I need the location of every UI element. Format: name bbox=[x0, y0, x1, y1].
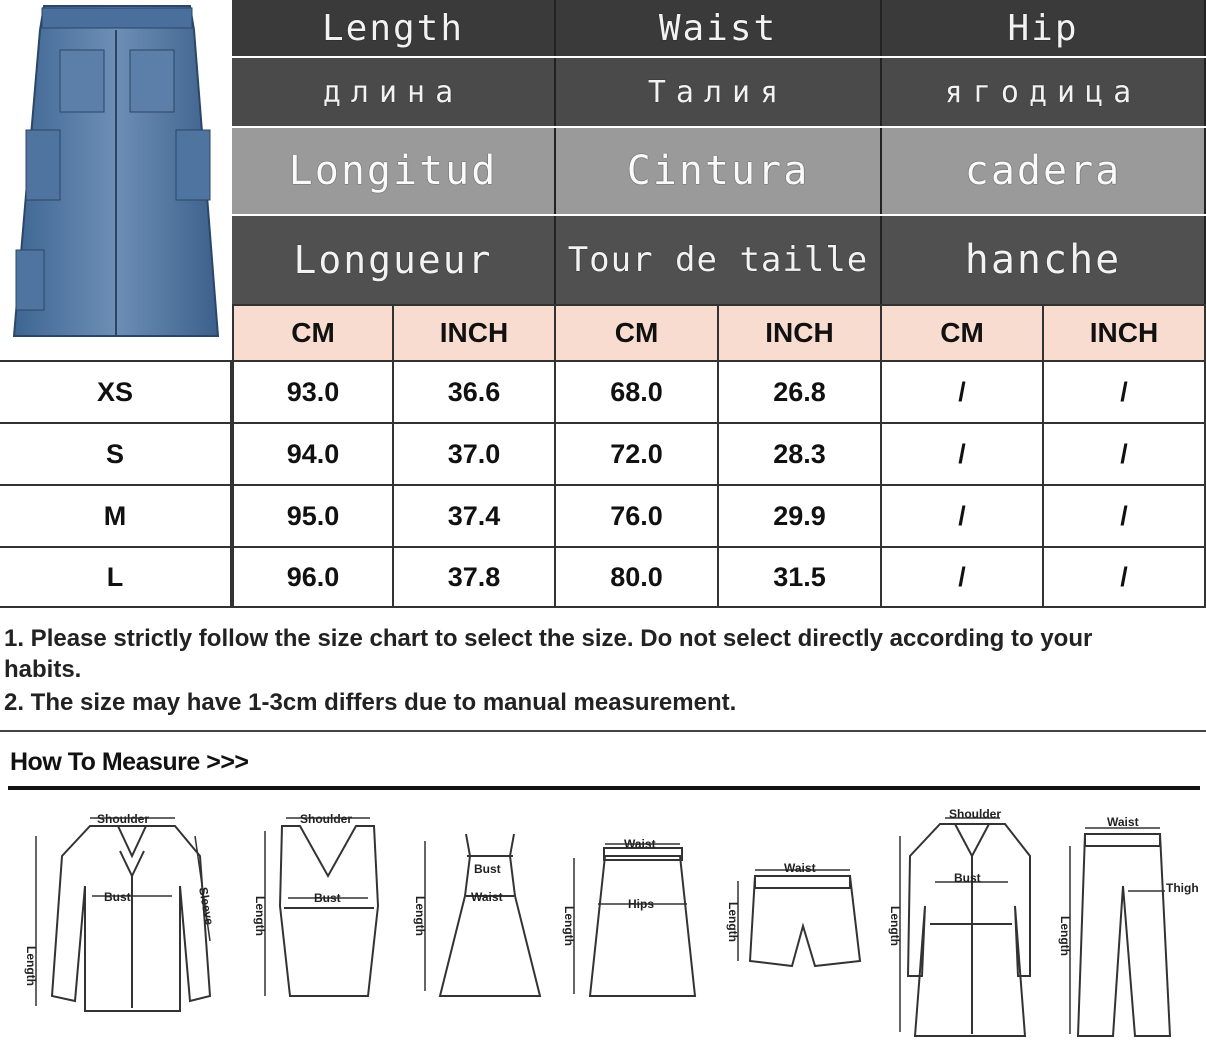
unit-hip-cm: CM bbox=[882, 304, 1044, 362]
measure-divider bbox=[8, 786, 1200, 790]
label-waist: Waist bbox=[624, 837, 656, 851]
label-length: Length bbox=[253, 896, 267, 936]
note-line-2: 2. The size may have 1-3cm differs due to manual measurement. bbox=[4, 689, 737, 716]
dress-diagram bbox=[413, 834, 540, 996]
skirt-diagram bbox=[562, 837, 695, 996]
size-label: M bbox=[0, 486, 232, 546]
label-hips: Hips bbox=[628, 897, 655, 911]
label-length: Length bbox=[1058, 916, 1072, 956]
table-cell: 68.0 bbox=[556, 362, 719, 422]
measurement-diagrams bbox=[0, 796, 1206, 1051]
size-label: XS bbox=[0, 362, 232, 422]
table-cell: / bbox=[1044, 362, 1206, 422]
size-label: S bbox=[0, 424, 232, 484]
table-cell: 37.8 bbox=[394, 548, 556, 606]
label-bust: Bust bbox=[314, 891, 341, 905]
label-length: Length bbox=[888, 906, 902, 946]
table-cell: 76.0 bbox=[556, 486, 719, 546]
table-cell: / bbox=[882, 486, 1044, 546]
label-length: Length bbox=[726, 902, 740, 942]
table-cell: 28.3 bbox=[719, 424, 882, 484]
label-shoulder: Shoulder bbox=[97, 812, 150, 826]
label-bust: Bust bbox=[954, 871, 981, 885]
unit-length-inch: INCH bbox=[394, 304, 556, 362]
label-shoulder: Shoulder bbox=[949, 807, 1002, 821]
section-divider bbox=[0, 730, 1206, 732]
label-bust: Bust bbox=[104, 890, 131, 904]
tank-diagram bbox=[253, 812, 378, 996]
row-divider bbox=[0, 606, 1206, 608]
header-waist-fr: Tour de taille bbox=[556, 216, 882, 304]
label-bust: Bust bbox=[474, 862, 501, 876]
table-cell: 93.0 bbox=[232, 362, 394, 422]
table-cell: 72.0 bbox=[556, 424, 719, 484]
table-cell: 94.0 bbox=[232, 424, 394, 484]
label-length: Length bbox=[562, 906, 576, 946]
table-cell: 36.6 bbox=[394, 362, 556, 422]
header-length-ru: длина bbox=[232, 58, 556, 126]
table-cell: 26.8 bbox=[719, 362, 882, 422]
jeans-diagram bbox=[1058, 815, 1199, 1036]
header-length: Length bbox=[232, 0, 556, 56]
header-length-fr: Longueur bbox=[232, 216, 556, 304]
unit-waist-inch: INCH bbox=[719, 304, 882, 362]
table-cell: / bbox=[1044, 486, 1206, 546]
header-waist-ru: Талия bbox=[556, 58, 882, 126]
coat-diagram bbox=[888, 807, 1030, 1036]
unit-waist-cm: CM bbox=[556, 304, 719, 362]
label-waist: Waist bbox=[784, 861, 816, 875]
header-waist: Waist bbox=[556, 0, 882, 56]
label-waist: Waist bbox=[1107, 815, 1139, 829]
label-thigh: Thigh bbox=[1166, 881, 1199, 895]
header-hip-fr: hanche bbox=[882, 216, 1206, 304]
header-hip: Hip bbox=[882, 0, 1206, 56]
table-cell: 95.0 bbox=[232, 486, 394, 546]
how-to-measure-title: How To Measure >>> bbox=[10, 748, 249, 776]
table-cell: / bbox=[882, 548, 1044, 606]
unit-length-cm: CM bbox=[232, 304, 394, 362]
skirt-product-image bbox=[0, 0, 232, 360]
table-cell: / bbox=[1044, 548, 1206, 606]
label-shoulder: Shoulder bbox=[300, 812, 353, 826]
label-length: Length bbox=[24, 946, 38, 986]
shorts-diagram bbox=[726, 861, 860, 966]
table-cell: / bbox=[882, 424, 1044, 484]
header-hip-ru: ягодица bbox=[882, 58, 1206, 126]
note-line-1: 1. Please strictly follow the size chart to select the size. Do not select directly according to your bbox=[4, 625, 1093, 652]
header-length-es: Longitud bbox=[232, 128, 556, 214]
note-line-1-cont: habits. bbox=[4, 656, 82, 683]
table-cell: 29.9 bbox=[719, 486, 882, 546]
table-cell: 31.5 bbox=[719, 548, 882, 606]
unit-hip-inch: INCH bbox=[1044, 304, 1206, 362]
table-cell: 37.4 bbox=[394, 486, 556, 546]
size-label: L bbox=[0, 548, 232, 606]
table-cell: / bbox=[1044, 424, 1206, 484]
label-waist: Waist bbox=[471, 890, 503, 904]
header-hip-es: cadera bbox=[882, 128, 1206, 214]
table-cell: 96.0 bbox=[232, 548, 394, 606]
table-cell: 37.0 bbox=[394, 424, 556, 484]
blouse-diagram bbox=[24, 812, 216, 1011]
table-cell: 80.0 bbox=[556, 548, 719, 606]
label-length: Length bbox=[413, 896, 427, 936]
header-waist-es: Cintura bbox=[556, 128, 882, 214]
label-sleeve: Sleeve bbox=[196, 886, 217, 926]
table-cell: / bbox=[882, 362, 1044, 422]
